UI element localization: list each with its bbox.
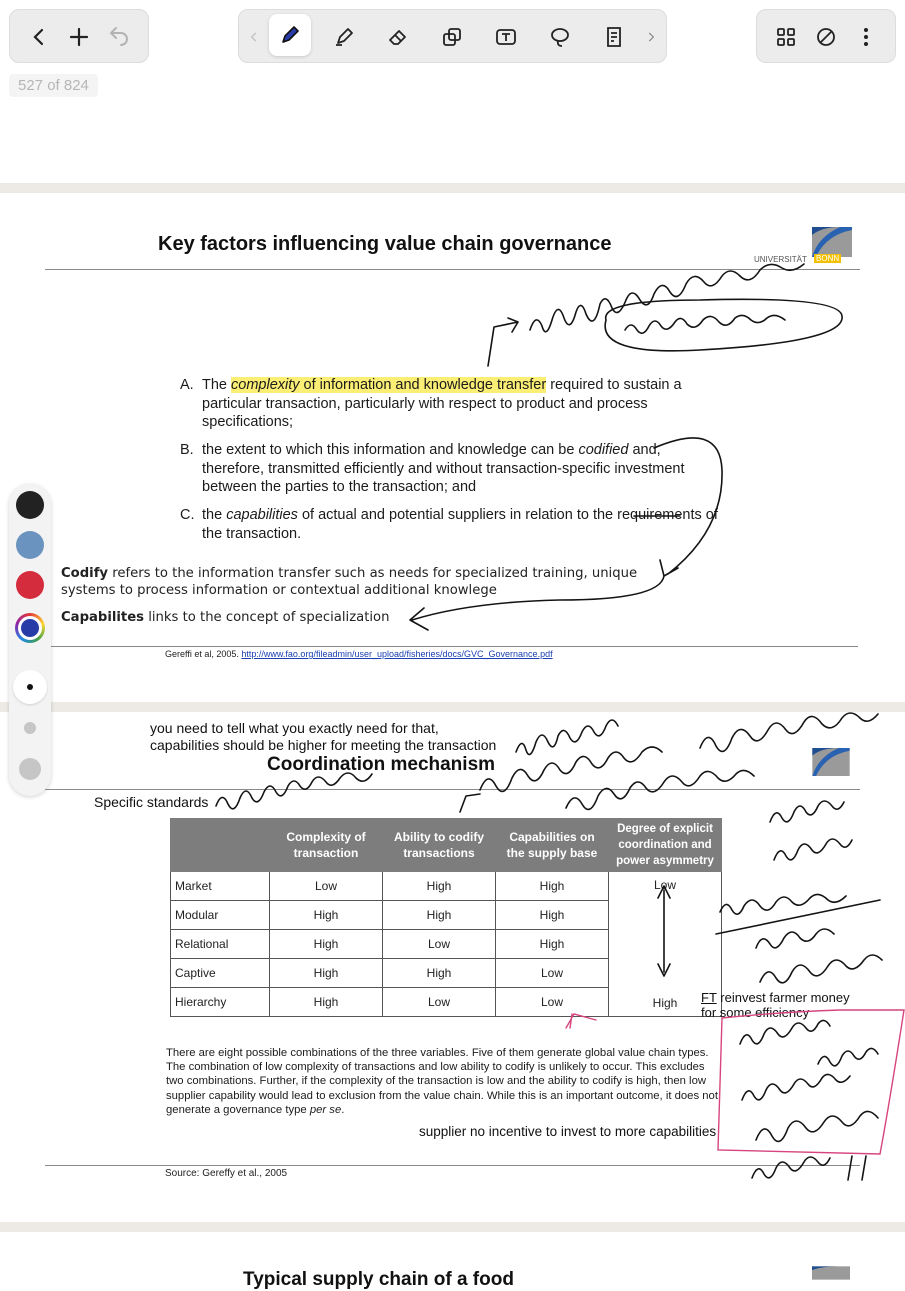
ink-scribble-do-you xyxy=(700,713,878,751)
highlighter-icon xyxy=(332,25,356,49)
degree-cell: Low High xyxy=(609,872,722,1017)
table-header-row: Complexity of transaction Ability to codify transactions Capabilities on the supply base Degree of explicit coordination and power asymmetry xyxy=(171,819,722,872)
grid-view-button[interactable] xyxy=(769,20,803,54)
table-row: Modular High High High xyxy=(171,901,722,930)
lasso-icon xyxy=(548,25,572,49)
ink-scribble-for-meeting xyxy=(770,801,844,822)
ink-scribble-to-invest xyxy=(742,1074,850,1100)
ink-pink-box xyxy=(718,1010,904,1154)
chevron-right-icon xyxy=(644,30,658,44)
eraser-tool-button[interactable] xyxy=(381,20,415,54)
page-counter: 527 of 824 xyxy=(9,74,98,97)
ink-oval xyxy=(605,299,842,351)
typed-note-top: you need to tell what you exactly need for that, xyxy=(150,720,439,736)
eraser-icon xyxy=(386,25,410,49)
color-swatch-blue-gray[interactable] xyxy=(16,531,44,559)
table-row: Relational High Low High xyxy=(171,930,722,959)
table-row: Captive High High Low xyxy=(171,959,722,988)
shapes-icon xyxy=(440,25,464,49)
back-button[interactable] xyxy=(22,20,56,54)
chevron-left-icon xyxy=(27,25,51,49)
chevron-left-icon xyxy=(247,30,261,44)
add-page-button[interactable] xyxy=(62,20,96,54)
note-icon xyxy=(602,25,626,49)
ink-scribble-transaction xyxy=(774,839,852,860)
source-note: Source: Gereffy et al., 2005 xyxy=(165,1168,288,1179)
tools-toolbar-group xyxy=(238,9,667,63)
page-separator xyxy=(0,183,905,193)
color-swatch-black[interactable] xyxy=(16,491,44,519)
slide2-title: Coordination mechanism xyxy=(267,754,496,775)
list-item-b: B. the extent to which this information and knowledge can be codified and, therefore, transmitted efficiently and without transaction-specific investment between the parties to the transaction; and xyxy=(180,442,685,495)
ink-scribble-project xyxy=(752,1156,866,1180)
pen-palette xyxy=(9,484,51,796)
plus-icon xyxy=(67,25,91,49)
citation: Gereffi et al, 2005. http://www.fao.org/fileadmin/user_upload/fisheries/docs/GVC_Governance.pdf xyxy=(165,649,553,659)
ink-scribble-top xyxy=(530,264,804,332)
text-tool-button[interactable] xyxy=(489,20,523,54)
sticker-tool-button[interactable] xyxy=(597,20,631,54)
codify-note: Codify refers to the information transfer such as needs for specialized training, unique systems to process information or contextual additional knowlege xyxy=(61,566,638,598)
highlighter-tool-button[interactable] xyxy=(327,20,361,54)
lasso-tool-button[interactable] xyxy=(543,20,577,54)
typed-note-top-2: capabilities should be higher for meeting the transaction xyxy=(150,737,497,753)
size-small-button[interactable] xyxy=(13,670,47,704)
ft-typed-note: FT reinvest farmer money for some efficiency xyxy=(701,990,850,1020)
color-swatch-red[interactable] xyxy=(16,571,44,599)
supplier-note: supplier no incentive to invest to more capabilities xyxy=(419,1124,717,1139)
circle-slash-icon xyxy=(814,25,838,49)
citation-link[interactable]: http://www.fao.org/fileadmin/user_upload/fisheries/docs/GVC_Governance.pdf xyxy=(241,649,553,659)
title-rule xyxy=(45,269,860,270)
ink-scribble-money xyxy=(756,929,834,948)
citation-rule xyxy=(50,646,858,647)
undo-icon xyxy=(107,25,131,49)
capabilities-note: Capabilites links to the concept of specialization xyxy=(61,610,390,625)
ink-scribble-what-exactly xyxy=(480,747,662,791)
ink-scribble-oval xyxy=(625,315,785,333)
table-row: Hierarchy High Low Low xyxy=(171,988,722,1017)
bonn-logo-mark xyxy=(812,227,852,257)
shapes-tool-button[interactable] xyxy=(435,20,469,54)
ink-scribble-ft xyxy=(716,894,880,934)
slide3-title: Typical supply chain of a food xyxy=(243,1269,514,1290)
text-box-icon xyxy=(494,25,518,49)
ink-arrow-up xyxy=(488,318,518,366)
grid-icon xyxy=(774,25,798,49)
governance-table xyxy=(170,818,722,1017)
size-large-button[interactable] xyxy=(19,758,41,780)
ink-scribble-some-efficiency xyxy=(760,955,882,983)
table-row: Market Low High High Low High xyxy=(171,872,722,901)
list-item-a: A. The complexity of information and knowledge transfer required to sustain a particular transaction, particularly with respect to product and process specifications; xyxy=(180,377,682,430)
ink-arrow-specific xyxy=(460,794,480,812)
nav-toolbar-group xyxy=(9,9,149,63)
page-separator xyxy=(0,1222,905,1232)
ink-scribble-capabilities-2 xyxy=(756,1111,878,1141)
bonn-logo-mark-2 xyxy=(812,748,850,776)
list-item-c: C. the capabilities of actual and potential suppliers in relation to the requirements of the transaction. xyxy=(180,507,718,542)
bonn-logo-mark-3 xyxy=(812,1266,850,1280)
more-options-button[interactable] xyxy=(849,20,883,54)
more-vertical-icon xyxy=(854,25,878,49)
pen-icon xyxy=(278,23,302,47)
slide1-title: Key factors influencing value chain governance xyxy=(158,233,612,255)
size-medium-button[interactable] xyxy=(24,722,36,734)
ink-scribble-incentive xyxy=(818,1048,878,1065)
hide-annotations-button[interactable] xyxy=(809,20,843,54)
page-separator xyxy=(0,702,905,712)
source-rule xyxy=(45,1165,860,1166)
view-toolbar-group xyxy=(756,9,896,63)
ink-scribble-supplier xyxy=(740,1020,830,1044)
title-rule xyxy=(45,789,860,790)
ink-scribble-you-need xyxy=(516,720,618,755)
color-swatch-selected-blue[interactable] xyxy=(15,613,45,643)
explanation-paragraph: There are eight possible combinations of the three variables. Five of them generate global value chain types. The combination of low complexity of transactions and low ability to codify is unlikely to occur. This excludes two combinations. Further, if the complexity of the transaction is low and the ability to codify is high, then low supplier capability would lead to exclusion from the value chain. While this is an important outcome, it does not generate a governance type per se. xyxy=(166,1047,718,1116)
logo-text: UNIVERSITÄT xyxy=(754,255,807,264)
specific-standards-note: Specific standards xyxy=(94,794,209,810)
scroll-tools-right-button[interactable] xyxy=(637,20,665,54)
university-logo xyxy=(752,227,852,267)
scroll-tools-left-button[interactable] xyxy=(239,20,269,54)
ink-scribble-specific xyxy=(216,773,372,809)
undo-button[interactable] xyxy=(102,20,136,54)
pen-tool-button[interactable] xyxy=(269,14,311,56)
logo-text-bonn: BONN xyxy=(816,254,840,263)
